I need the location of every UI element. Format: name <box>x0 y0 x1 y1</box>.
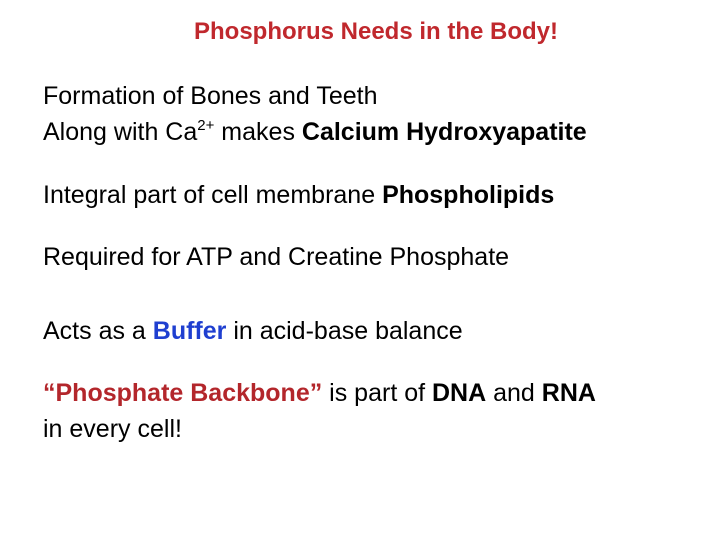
bones-line: Formation of Bones and Teeth <box>43 82 378 110</box>
phospholipids-term: Phospholipids <box>382 181 555 209</box>
calcium-line <box>43 114 703 150</box>
backbone-middle: is part of <box>322 379 432 407</box>
backbone-continuation: in every cell! <box>43 415 182 443</box>
backbone-and: and <box>486 379 542 407</box>
rna-term: RNA <box>541 379 596 407</box>
calcium-middle: makes <box>214 118 302 146</box>
membrane-line <box>43 177 703 213</box>
buffer-prefix: Acts as a <box>43 317 153 345</box>
buffer-suffix: in acid-base balance <box>226 317 463 345</box>
atp-line: Required for ATP and Creatine Phosphate <box>43 243 510 271</box>
calcium-prefix: Along with Ca <box>43 118 198 146</box>
dna-term: DNA <box>432 379 487 407</box>
membrane-prefix: Integral part of cell membrane <box>43 181 383 209</box>
calcium-hydroxyapatite-term: Calcium Hydroxyapatite <box>301 118 587 146</box>
slide-body <box>43 78 703 447</box>
slide-title: Phosphorus Needs in the Body! <box>193 18 559 45</box>
buffer-line <box>43 313 703 349</box>
phosphate-backbone-term: “Phosphate Backbone” <box>43 379 323 407</box>
calcium-charge: 2+ <box>197 117 215 134</box>
buffer-term: Buffer <box>152 317 227 345</box>
backbone-line <box>43 375 703 411</box>
